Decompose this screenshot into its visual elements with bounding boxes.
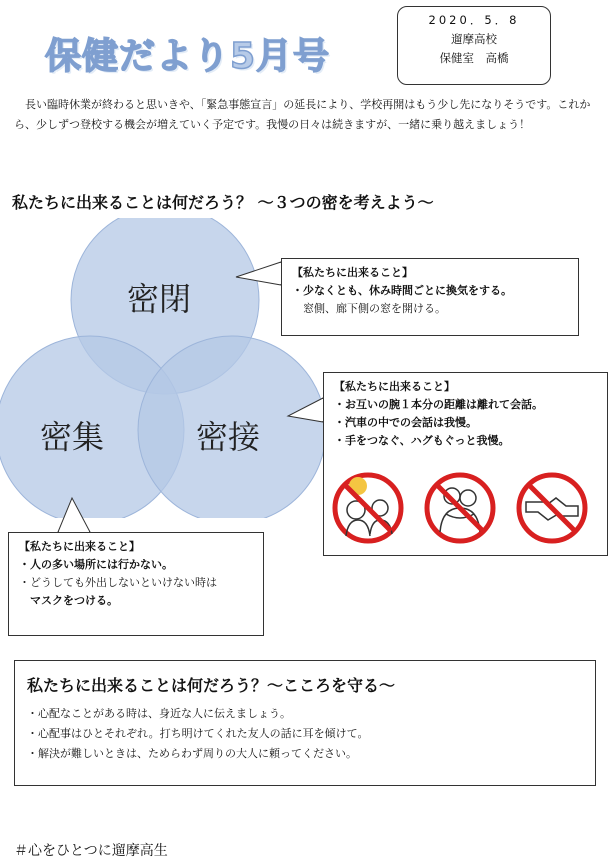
callout-missetsu-title: 【私たちに出来ること】 [334,380,455,393]
mental-care-item: ・心配事はひとそれぞれ。打ち明けてくれた友人の話に耳を傾けて。 [27,727,369,740]
callout-mippei [281,258,579,336]
venn-label-misshu: 密集 [40,418,105,456]
no-talking-icon [335,475,401,541]
intro-paragraph: 長い臨時休業が終わると思いきや、「緊急事態宣言」の延長により、学校再開はもう少し先になりそうです。これから、少しずつ登校する機会が増えていく予定です。我慢の日々は続きますが、一緒に乗り越えましょう！ [14,98,591,131]
no-handshake-icon [519,475,585,541]
mental-care-box [14,660,596,786]
callout-mippei-line: ・少なくとも、休み時間ごとに換気をする。 [292,284,512,297]
callout-misshu-line: ・人の多い場所には行かない。 [19,558,173,571]
newsletter-title: 保健だより5月号 [45,36,331,77]
callout-misshu-title: 【私たちに出来ること】 [19,540,140,553]
callout-mippei-line: 窓側、廊下側の窓を開ける。 [292,302,446,315]
school-name: 遛摩高校 [451,32,497,46]
callout-missetsu-line: ・お互いの腕１本分の距離は離れて会話。 [334,398,543,411]
callout-missetsu-line: ・汽車の中での会話は我慢。 [334,416,477,429]
issue-date: 2020．5．8 [428,13,520,27]
section1-heading: 私たちに出来ることは何だろう？ ～３つの密を考えよう～ [12,193,434,212]
callout-misshu [8,532,264,636]
section2-heading: 私たちに出来ることは何だろう？～こころを守る～ [27,676,396,695]
venn-label-mippei: 密閉 [127,280,192,318]
author: 保健室 高橋 [439,51,509,65]
footer-hashtag: ＃心をひとつに遛摩高生 [14,843,168,859]
prohibition-icons [330,470,590,548]
no-hugging-icon [427,475,493,541]
mental-care-item: ・心配なことがある時は、身近な人に伝えましょう。 [27,707,291,720]
venn-label-missetsu: 密接 [196,418,261,456]
callout-missetsu-line: ・手をつなぐ、ハグもぐっと我慢。 [334,434,510,447]
mental-care-item: ・解決が難しいときは、ためらわず周りの大人に頼ってください。 [27,747,357,760]
callout-mippei-title: 【私たちに出来ること】 [292,266,413,279]
callout-misshu-line: マスクをつける。 [19,594,118,607]
callout-misshu-line: ・どうしても外出しないといけない時は [19,576,217,589]
